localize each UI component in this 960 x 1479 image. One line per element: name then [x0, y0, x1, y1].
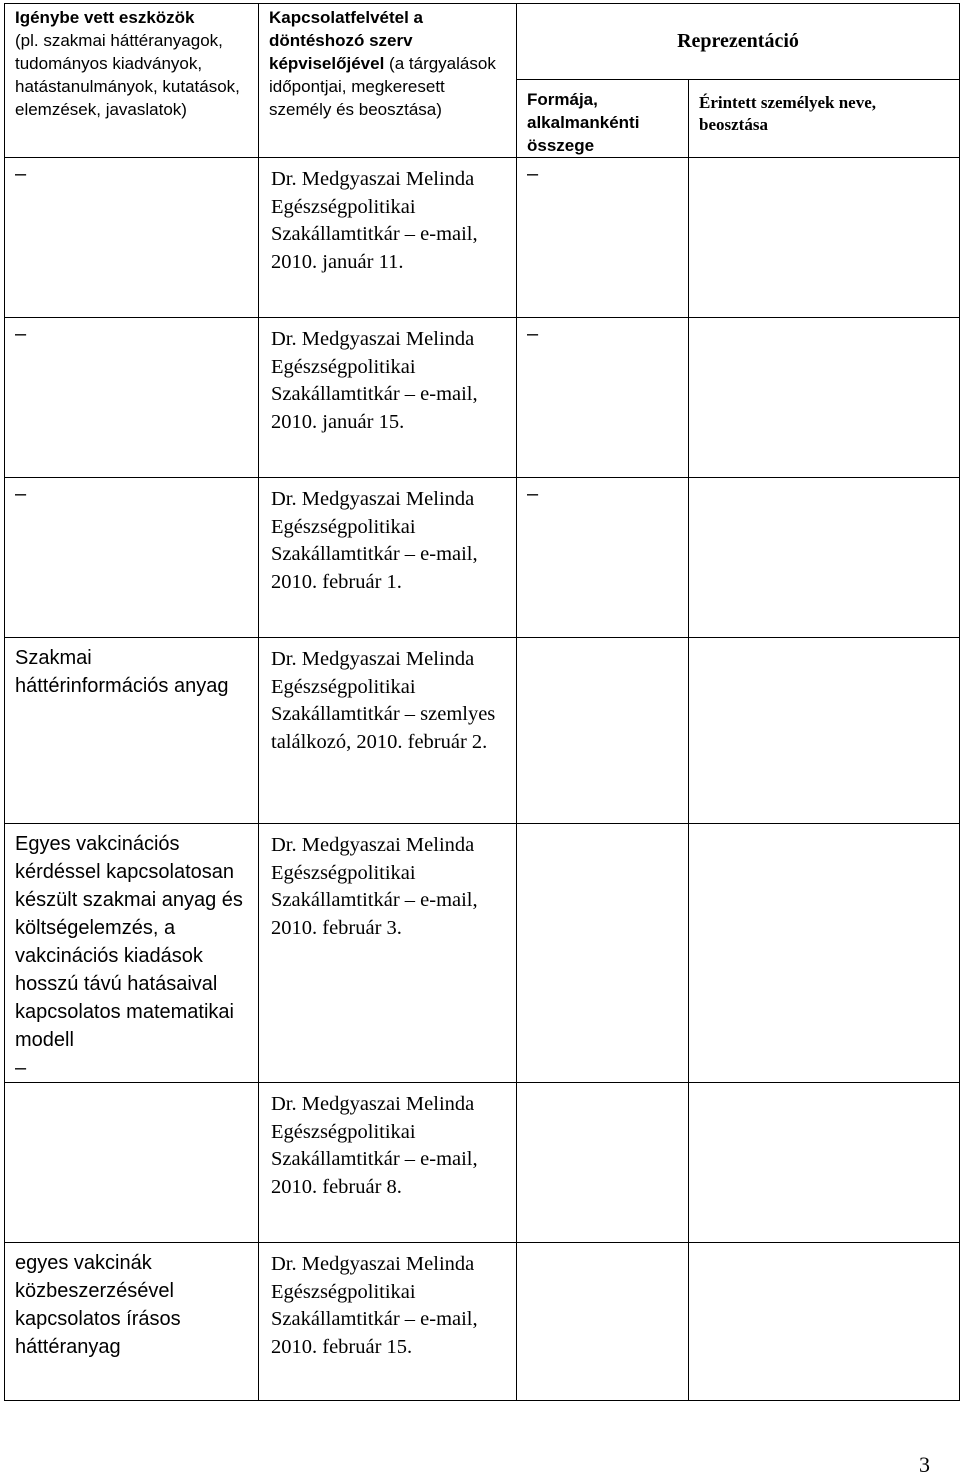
- contact-cell: Dr. Medgyaszai Melinda Egészségpolitikai Szakállamtitkár – e-mail, 2010. január 11.: [259, 158, 517, 318]
- header-contact: [259, 4, 517, 158]
- persons-cell: [689, 1243, 960, 1401]
- header-contact-title: Kapcsolatfelvétel a döntéshozó szerv képviselőjével: [269, 8, 424, 73]
- tool-cell: egyes vakcinák közbeszerzésével kapcsolatos írásos háttéranyag: [5, 1243, 259, 1401]
- header-tools-title: Igénybe vett eszközök: [15, 8, 195, 27]
- form-cell: [517, 824, 689, 1083]
- table-row: [5, 1243, 960, 1401]
- form-cell: –: [517, 478, 689, 638]
- header-tools: [5, 4, 259, 158]
- tool-cell: [5, 824, 259, 1083]
- persons-cell: [689, 158, 960, 318]
- form-cell: –: [517, 158, 689, 318]
- table-row: [5, 478, 960, 638]
- persons-cell: [689, 478, 960, 638]
- contact-cell: Dr. Medgyaszai Melinda Egészségpolitikai Szakállamtitkár – e-mail, 2010. február 15.: [259, 1243, 517, 1401]
- header-contact-subtitle: (a tárgyalások időpontjai, megkeresett személy és beosztása): [269, 54, 496, 119]
- table-row: [5, 824, 960, 1083]
- tool-dash: –: [15, 1057, 27, 1079]
- header-form-title: Formája, alkalmankénti összege: [527, 90, 640, 155]
- persons-cell: [689, 318, 960, 478]
- contact-cell: Dr. Medgyaszai Melinda Egészségpolitikai Szakállamtitkár – szemlyes találkozó, 2010. február 2.: [259, 638, 517, 824]
- header-form: [517, 80, 689, 158]
- persons-cell: [689, 1083, 960, 1243]
- tool-cell: [5, 1083, 259, 1243]
- table-row: [5, 638, 960, 824]
- tool-cell: –: [5, 318, 259, 478]
- form-cell: [517, 1083, 689, 1243]
- table-row: [5, 318, 960, 478]
- header-persons: Érintett személyek neve, beosztása: [689, 80, 960, 158]
- form-cell: [517, 1243, 689, 1401]
- contact-cell: Dr. Medgyaszai Melinda Egészségpolitikai Szakállamtitkár – e-mail, 2010. február 3.: [259, 824, 517, 1083]
- form-cell: [517, 638, 689, 824]
- tool-cell: Szakmai háttérinformációs anyag: [5, 638, 259, 824]
- tool-cell: –: [5, 478, 259, 638]
- document-table: [4, 3, 960, 1401]
- tool-cell: –: [5, 158, 259, 318]
- tool-text: Egyes vakcinációs kérdéssel kapcsolatosan készült szakmai anyag és költségelemzés, a vakcinációs kiadások hosszú távú hatásaival kapcsolatos matematikai modell: [15, 833, 243, 1051]
- contact-cell: Dr. Medgyaszai Melinda Egészségpolitikai Szakállamtitkár – e-mail, 2010. február 1.: [259, 478, 517, 638]
- persons-cell: [689, 824, 960, 1083]
- persons-cell: [689, 638, 960, 824]
- table-row: [5, 1083, 960, 1243]
- page-number: 3: [919, 1452, 930, 1477]
- table-row: [5, 158, 960, 318]
- header-representation: Reprezentáció: [517, 4, 960, 80]
- contact-cell: Dr. Medgyaszai Melinda Egészségpolitikai Szakállamtitkár – e-mail, 2010. február 8.: [259, 1083, 517, 1243]
- form-cell: –: [517, 318, 689, 478]
- contact-cell: Dr. Medgyaszai Melinda Egészségpolitikai Szakállamtitkár – e-mail, 2010. január 15.: [259, 318, 517, 478]
- header-tools-subtitle: (pl. szakmai háttéranyagok, tudományos kiadványok, hatástanulmányok, kutatások, elemzések, javaslatok): [15, 31, 240, 119]
